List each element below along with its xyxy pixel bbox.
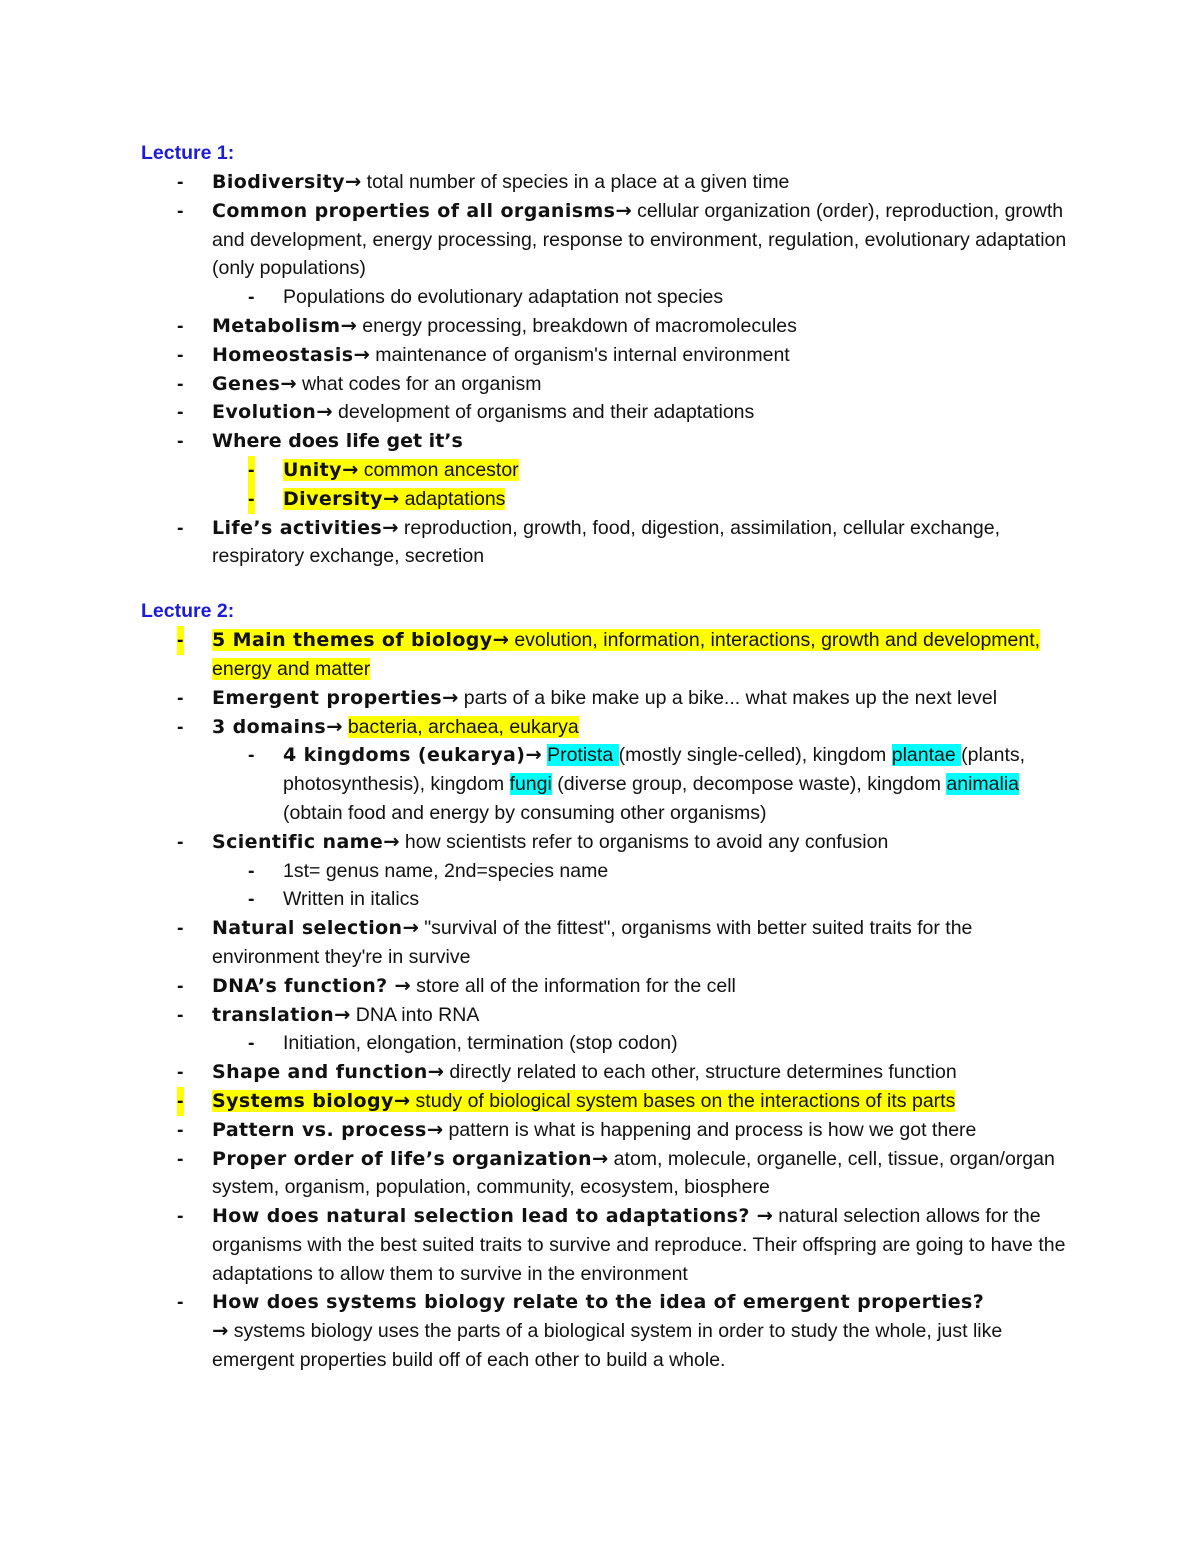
list-item bbox=[141, 168, 1081, 197]
bullet-dash: - bbox=[177, 1003, 184, 1026]
arrow-icon: → bbox=[402, 916, 419, 940]
list-item bbox=[141, 1058, 1081, 1087]
definition-text: study of biological system bases on the interactions of its parts bbox=[410, 1089, 956, 1112]
arrow-icon: → bbox=[353, 342, 370, 366]
sub-list-item bbox=[141, 456, 1081, 485]
definition-text: (mostly single-celled), kingdom bbox=[618, 744, 892, 767]
arrow-icon: → bbox=[442, 685, 459, 709]
term-label: Pattern vs. process bbox=[212, 1118, 427, 1141]
bullet-dash: - bbox=[177, 516, 184, 539]
bullet-dash: - bbox=[177, 830, 184, 853]
definition-text: adaptations bbox=[399, 487, 506, 510]
arrow-icon: → bbox=[749, 1204, 773, 1228]
definition-text: 1st= genus name, 2nd=species name bbox=[283, 859, 609, 882]
definition-text: how scientists refer to organisms to avoid any confusion bbox=[399, 830, 889, 853]
definition-text: systems biology uses the parts of a biological system in order to study the whole, just like emergent properties build off of each other to build a whole. bbox=[212, 1320, 1003, 1372]
sub-list-item bbox=[141, 885, 1081, 914]
arrow-icon: → bbox=[280, 371, 297, 395]
lecture-2-list bbox=[141, 626, 1081, 1375]
term-label: Genes bbox=[212, 372, 281, 395]
term-label: Shape and function bbox=[212, 1061, 428, 1084]
bullet-dash: - bbox=[248, 485, 255, 514]
bullet-dash: - bbox=[248, 1032, 255, 1055]
list-item bbox=[141, 1145, 1081, 1203]
bullet-dash: - bbox=[177, 1087, 184, 1116]
arrow-icon: → bbox=[426, 1117, 444, 1141]
list-item bbox=[141, 312, 1081, 341]
bullet-dash: - bbox=[177, 343, 184, 366]
definition-text: energy processing, breakdown of macromolecules bbox=[356, 314, 797, 337]
kingdom-plantae: plantae bbox=[891, 744, 962, 767]
bullet-dash: - bbox=[177, 199, 184, 222]
bullet-dash: - bbox=[177, 686, 184, 709]
arrow-icon: → bbox=[427, 1060, 444, 1084]
term-label: Scientific name bbox=[212, 830, 384, 853]
sub-list-item bbox=[141, 283, 1081, 312]
term-label: Metabolism bbox=[212, 314, 341, 337]
list-item bbox=[141, 514, 1081, 572]
list-item bbox=[141, 914, 1081, 972]
bullet-dash: - bbox=[177, 917, 184, 940]
term-label: DNA’s function? bbox=[212, 974, 388, 997]
term-label: Diversity bbox=[283, 487, 383, 510]
definition-text: bacteria, archaea, eukarya bbox=[347, 715, 579, 738]
bullet-dash: - bbox=[177, 715, 184, 738]
arrow-icon: → bbox=[525, 743, 542, 767]
bullet-dash: - bbox=[248, 888, 255, 911]
definition-text: cellular organization (order), reproduction, growth and development, energy processing, response to environment, regulation, evolutionary adaptation (only populations) bbox=[212, 199, 1067, 280]
kingdom-protista: Protista bbox=[547, 744, 619, 767]
arrow-icon: → bbox=[383, 829, 400, 853]
term-label: Natural selection bbox=[212, 917, 403, 940]
bullet-dash: - bbox=[177, 171, 184, 193]
bullet-dash: - bbox=[177, 1118, 184, 1141]
definition-text: "survival of the fittest", organisms with better suited traits for the environment they're in survive bbox=[212, 917, 973, 968]
bullet-dash: - bbox=[177, 372, 184, 395]
arrow-icon: → bbox=[382, 486, 400, 510]
sub-list-item bbox=[141, 857, 1081, 886]
term-label: Homeostasis bbox=[212, 343, 354, 366]
sub-list-item bbox=[141, 485, 1081, 514]
lecture-1-list bbox=[141, 168, 1081, 571]
arrow-icon: → bbox=[326, 714, 343, 738]
list-item bbox=[141, 1087, 1081, 1116]
bullet-dash: - bbox=[177, 1147, 184, 1170]
term-label: translation bbox=[212, 1003, 335, 1026]
definition-text: (obtain food and energy by consuming other organisms) bbox=[283, 801, 767, 824]
arrow-icon: → bbox=[615, 198, 632, 222]
lecture-2-heading: Lecture 2: bbox=[141, 600, 235, 623]
section-spacer bbox=[141, 571, 1081, 597]
list-item bbox=[141, 626, 1081, 684]
bullet-dash: - bbox=[177, 1291, 184, 1314]
sub-list-item bbox=[141, 741, 1081, 827]
bullet-dash: - bbox=[177, 626, 184, 655]
term-label: Unity bbox=[283, 458, 342, 481]
definition-text: common ancestor bbox=[358, 458, 519, 481]
definition-text: Initiation, elongation, termination (stop codon) bbox=[283, 1032, 678, 1055]
definition-text: evolution, information, interactions, growth and development, energy and matter bbox=[212, 629, 1041, 680]
term-label: Common properties of all organisms bbox=[212, 199, 616, 222]
definition-text: Written in italics bbox=[283, 888, 420, 911]
term-label: 5 Main themes of biology bbox=[212, 629, 493, 652]
arrow-icon: → bbox=[334, 1002, 351, 1026]
list-item bbox=[141, 370, 1081, 399]
kingdom-fungi: fungi bbox=[509, 773, 552, 796]
definition-text: pattern is what is happening and process is how we got there bbox=[443, 1118, 977, 1141]
arrow-icon: → bbox=[316, 400, 333, 424]
arrow-icon: → bbox=[212, 1319, 229, 1343]
term-label: Biodiversity bbox=[212, 171, 345, 193]
kingdom-animalia: animalia bbox=[946, 773, 1019, 796]
bullet-dash: - bbox=[177, 314, 184, 337]
list-item bbox=[141, 1001, 1081, 1030]
term-label: Where does life get it’s bbox=[212, 430, 463, 453]
term-label: Life’s activities bbox=[212, 516, 383, 539]
term-label: Systems biology bbox=[212, 1089, 394, 1112]
list-item bbox=[141, 1202, 1081, 1288]
arrow-icon: → bbox=[340, 313, 357, 337]
definition-text: store all of the information for the cell bbox=[410, 974, 736, 997]
list-item bbox=[141, 1288, 1081, 1374]
list-item bbox=[141, 398, 1081, 427]
bullet-dash: - bbox=[248, 286, 255, 309]
bullet-dash: - bbox=[248, 456, 255, 485]
definition-text: maintenance of organism's internal environment bbox=[369, 343, 790, 366]
list-item bbox=[141, 197, 1081, 283]
arrow-icon: → bbox=[344, 170, 362, 193]
list-item bbox=[141, 1116, 1081, 1145]
definition-text: (plants, photosynthesis), kingdom bbox=[283, 744, 1026, 796]
list-item bbox=[141, 713, 1081, 742]
term-label: 3 domains bbox=[212, 715, 327, 738]
definition-text: what codes for an organism bbox=[296, 372, 542, 395]
arrow-icon: → bbox=[492, 628, 509, 652]
lecture-1-heading: Lecture 1: bbox=[141, 142, 235, 164]
arrow-icon: → bbox=[393, 1088, 411, 1112]
list-item bbox=[141, 684, 1081, 713]
list-item bbox=[141, 828, 1081, 857]
definition-text: atom, molecule, organelle, cell, tissue, organ/organ system, organism, population, community, ecosystem, biosphere bbox=[212, 1147, 1055, 1199]
list-item bbox=[141, 427, 1081, 456]
bullet-dash: - bbox=[248, 744, 255, 767]
arrow-icon: → bbox=[382, 515, 399, 539]
bullet-dash: - bbox=[177, 1061, 184, 1084]
term-label: How does systems biology relate to the idea of emergent properties? bbox=[212, 1291, 985, 1314]
definition-text: development of organisms and their adaptations bbox=[332, 401, 755, 424]
arrow-icon: → bbox=[387, 973, 411, 997]
definition-text: natural selection allows for the organisms with the best suited traits to survive and reproduce. Their offspring are going to have the adaptations to allow them to survive in the environment bbox=[212, 1205, 1066, 1285]
bullet-dash: - bbox=[177, 430, 184, 453]
bullet-dash: - bbox=[248, 859, 255, 882]
bullet-dash: - bbox=[177, 974, 184, 997]
definition-text: Populations do evolutionary adaptation not species bbox=[283, 286, 724, 309]
term-label: Proper order of life’s organization bbox=[212, 1147, 592, 1170]
arrow-icon: → bbox=[341, 457, 359, 481]
list-item bbox=[141, 972, 1081, 1001]
definition-text: parts of a bike make up a bike... what makes up the next level bbox=[458, 686, 998, 709]
sub-list-item bbox=[141, 1029, 1081, 1058]
term-label: How does natural selection lead to adaptations? bbox=[212, 1205, 750, 1228]
definition-text: total number of species in a place at a given time bbox=[361, 171, 790, 193]
bullet-dash: - bbox=[177, 1205, 184, 1228]
list-item bbox=[141, 341, 1081, 370]
arrow-icon: → bbox=[591, 1146, 609, 1170]
term-label: 4 kingdoms (eukarya) bbox=[283, 744, 526, 767]
definition-text: DNA into RNA bbox=[350, 1003, 480, 1026]
document-content bbox=[141, 139, 1081, 1375]
definition-text: (diverse group, decompose waste), kingdom bbox=[551, 773, 947, 796]
definition-text: reproduction, growth, food, digestion, assimilation, cellular exchange, respiratory exchange, secretion bbox=[212, 516, 1001, 568]
term-label: Emergent properties bbox=[212, 686, 443, 709]
term-label: Evolution bbox=[212, 401, 317, 424]
definition-text: directly related to each other, structure determines function bbox=[444, 1061, 957, 1084]
bullet-dash: - bbox=[177, 401, 184, 424]
